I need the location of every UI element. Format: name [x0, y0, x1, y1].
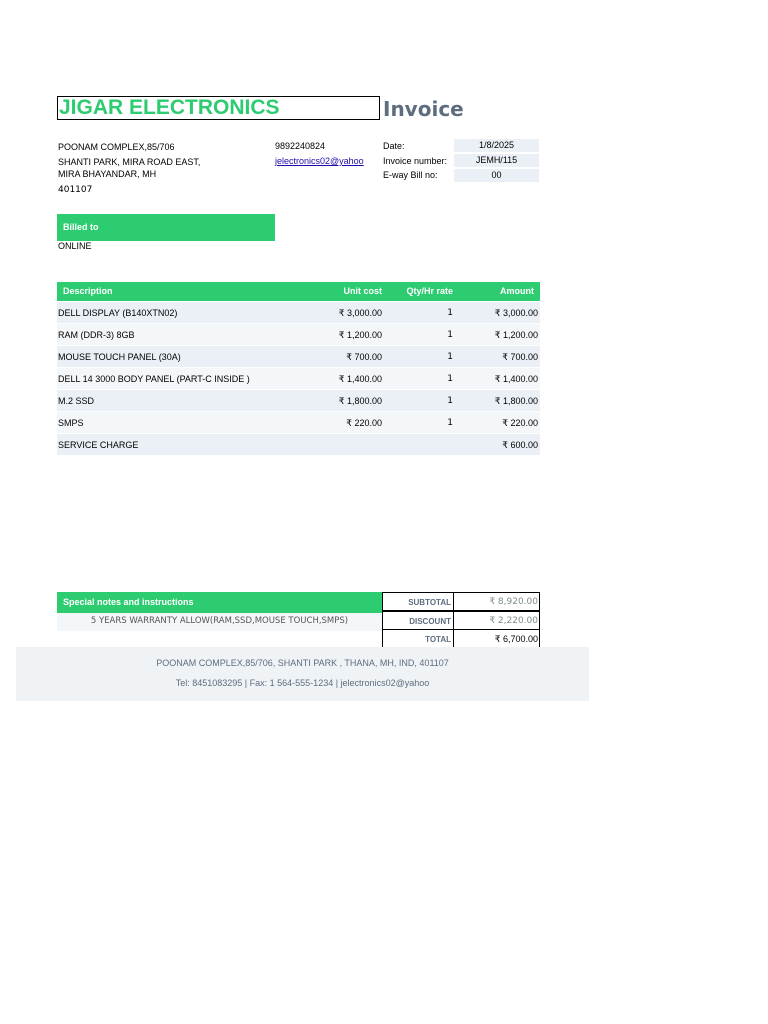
footer-contact: Tel: 8451083295 | Fax: 1 564-555-1234 | jelectronics02@yahoo — [175, 678, 430, 688]
items-table-header — [57, 282, 540, 301]
row-unit-cost: ₹ 1,400.00 — [338, 374, 382, 384]
eway-bill-value: 00 — [454, 169, 539, 182]
address-zip: 401107 — [58, 185, 93, 195]
special-notes-text: 5 YEARS WARRANTY ALLOW(RAM,SSD,MOUSE TOUCH,SMPS) — [57, 613, 382, 631]
table-row — [57, 324, 540, 346]
address-line-3: MIRA BHAYANDAR, MH — [58, 169, 157, 179]
row-amount: ₹ 3,000.00 — [494, 308, 538, 318]
table-row — [57, 346, 540, 368]
row-amount: ₹ 1,200.00 — [494, 330, 538, 340]
row-amount: ₹ 1,800.00 — [494, 396, 538, 406]
address-line-2: SHANTI PARK, MIRA ROAD EAST, — [58, 157, 201, 167]
header-qty: Qty/Hr rate — [406, 286, 453, 296]
eway-bill-label: E-way Bill no: — [383, 170, 438, 180]
row-amount: ₹ 700.00 — [502, 352, 538, 362]
address-line-1: POONAM COMPLEX,85/706 — [58, 142, 175, 152]
row-qty: 1 — [447, 418, 453, 428]
discount-value: ₹ 2,220.00 — [454, 611, 540, 630]
company-name: JIGAR ELECTRONICS — [57, 96, 380, 120]
row-qty: 1 — [447, 396, 453, 406]
total-value: ₹ 6,700.00 — [454, 629, 540, 648]
footer — [16, 647, 589, 701]
row-qty: 1 — [447, 308, 453, 318]
row-qty: 1 — [447, 352, 453, 362]
row-unit-cost: ₹ 1,200.00 — [338, 330, 382, 340]
header-description: Description — [63, 286, 113, 296]
row-amount: ₹ 1,400.00 — [494, 374, 538, 384]
table-row — [57, 368, 540, 390]
row-description: SMPS — [58, 418, 84, 428]
header-amount: Amount — [500, 286, 534, 296]
row-description: MOUSE TOUCH PANEL (30A) — [58, 352, 181, 362]
table-row — [57, 434, 540, 456]
invoice-number-value: JEMH/115 — [454, 154, 539, 167]
total-label: TOTAL — [382, 629, 454, 648]
billed-to-header: Billed to — [57, 214, 275, 241]
row-qty: 1 — [447, 374, 453, 384]
row-description: SERVICE CHARGE — [58, 440, 139, 450]
row-description: DELL DISPLAY (B140XTN02) — [58, 308, 178, 318]
subtotal-label: SUBTOTAL — [382, 592, 454, 611]
row-unit-cost: ₹ 220.00 — [346, 418, 382, 428]
row-unit-cost: ₹ 1,800.00 — [338, 396, 382, 406]
footer-address: POONAM COMPLEX,85/706, SHANTI PARK , THANA, MH, IND, 401107 — [156, 658, 449, 668]
row-amount: ₹ 600.00 — [502, 440, 538, 450]
row-unit-cost: ₹ 3,000.00 — [338, 308, 382, 318]
invoice-number-label: Invoice number: — [383, 156, 448, 166]
date-value: 1/8/2025 — [454, 139, 539, 152]
company-phone: 9892240824 — [275, 141, 326, 151]
row-description: RAM (DDR-3) 8GB — [58, 330, 135, 340]
subtotal-value: ₹ 8,920.00 — [454, 592, 540, 611]
row-amount: ₹ 220.00 — [502, 418, 538, 428]
row-qty: 1 — [447, 330, 453, 340]
row-unit-cost: ₹ 700.00 — [346, 352, 382, 362]
items-table — [57, 282, 540, 456]
date-label: Date: — [383, 141, 405, 151]
table-row — [57, 302, 540, 324]
special-notes-header: Special notes and instructions — [57, 592, 382, 613]
invoice-title: Invoice — [383, 97, 464, 121]
billed-to-value: ONLINE — [58, 241, 92, 251]
header-unit-cost: Unit cost — [343, 286, 382, 296]
table-row — [57, 412, 540, 434]
row-description: DELL 14 3000 BODY PANEL (PART-C INSIDE ) — [58, 374, 250, 384]
discount-label: DISCOUNT — [382, 611, 454, 630]
row-description: M.2 SSD — [58, 396, 95, 406]
company-email-link[interactable]: jelectronics02@yahoo — [275, 156, 364, 166]
table-row — [57, 390, 540, 412]
